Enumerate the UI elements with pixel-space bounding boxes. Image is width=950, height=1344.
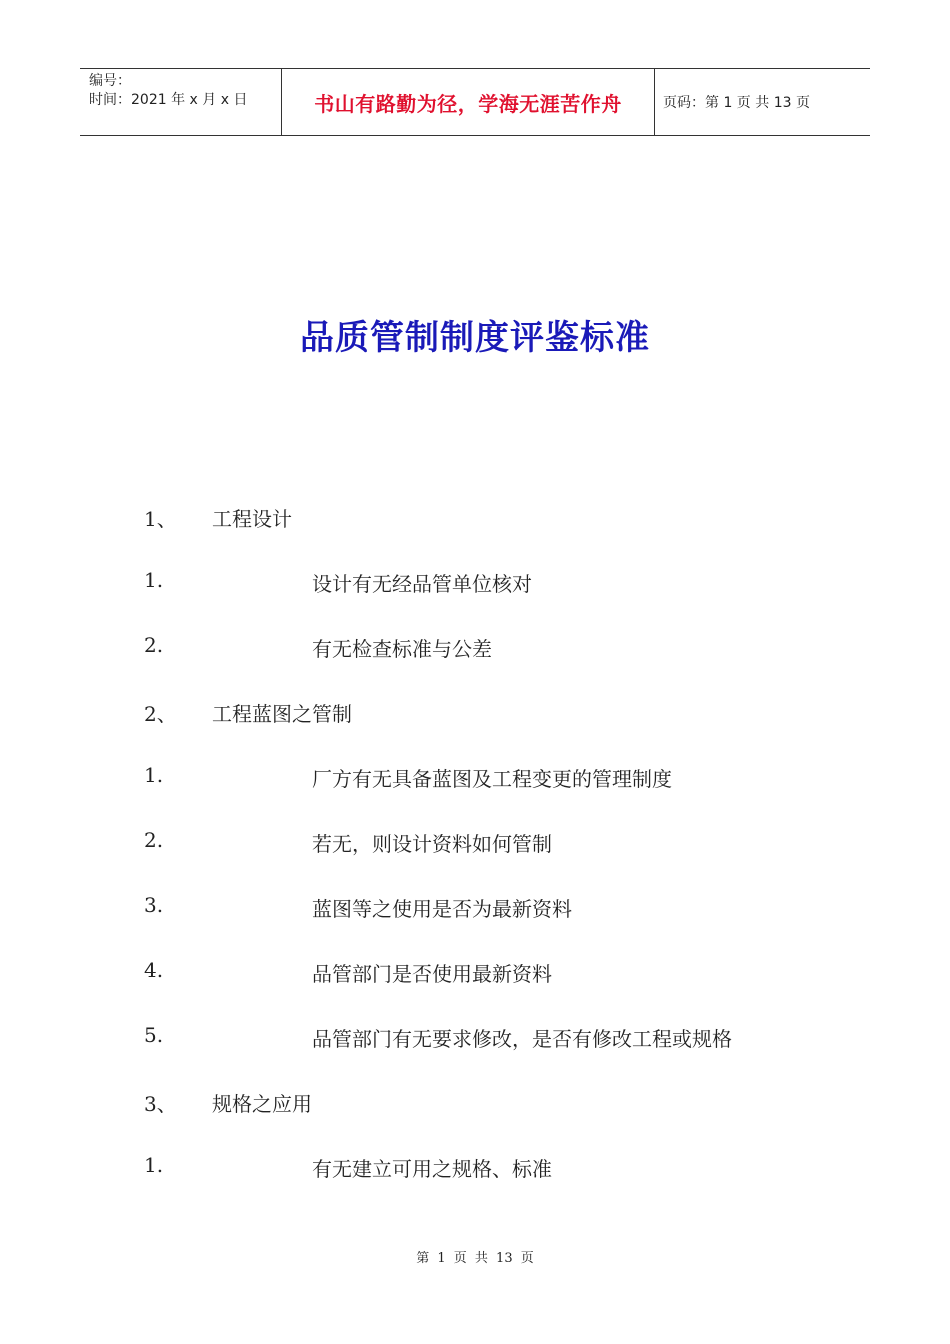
item-text: 品管部门有无要求修改，是否有修改工程或规格 [312, 1027, 732, 1051]
item-text: 蓝图等之使用是否为最新资料 [312, 897, 572, 921]
header-page-label: 页码：第 1 页 共 13 页 [663, 95, 810, 111]
section-title: 规格之应用 [212, 1092, 312, 1116]
document-number-label: 编号： [89, 73, 131, 89]
header-motto-cell [281, 69, 655, 135]
document-title: 品质管制制度评鉴标准 [300, 318, 650, 358]
list-item [0, 562, 950, 602]
header-page-cell [655, 69, 870, 135]
list-item [0, 1147, 950, 1187]
section-heading [0, 1082, 950, 1122]
item-number: 5. [144, 1023, 164, 1047]
list-item [0, 757, 950, 797]
section-heading [0, 692, 950, 732]
item-text: 品管部门是否使用最新资料 [312, 962, 552, 986]
item-text: 有无建立可用之规格、标准 [312, 1157, 552, 1181]
header-info-cell [80, 69, 281, 135]
header-table [80, 68, 870, 136]
item-number: 1. [144, 763, 164, 787]
section-number: 1、 [144, 507, 177, 531]
item-number: 1. [144, 1153, 164, 1177]
list-item [0, 822, 950, 862]
item-text: 有无检查标准与公差 [312, 637, 492, 661]
header-motto: 书山有路勤为径，学海无涯苦作舟 [314, 91, 622, 116]
item-text: 设计有无经品管单位核对 [312, 572, 532, 596]
section-title: 工程设计 [212, 507, 292, 531]
section-title: 工程蓝图之管制 [212, 702, 352, 726]
item-text: 厂方有无具备蓝图及工程变更的管理制度 [312, 767, 672, 791]
item-number: 4. [144, 958, 164, 982]
document-date-label: 时间：2021 年 x 月 x 日 [89, 92, 248, 108]
section-heading [0, 497, 950, 537]
item-number: 3. [144, 893, 164, 917]
list-item [0, 887, 950, 927]
item-text: 若无，则设计资料如何管制 [312, 832, 552, 856]
list-item [0, 952, 950, 992]
item-number: 1. [144, 568, 164, 592]
list-item [0, 1017, 950, 1057]
section-number: 3、 [144, 1092, 177, 1116]
item-number: 2. [144, 828, 164, 852]
item-number: 2. [144, 633, 164, 657]
section-number: 2、 [144, 702, 177, 726]
page-footer: 第 1 页 共 13 页 [416, 1251, 534, 1266]
list-item [0, 627, 950, 667]
